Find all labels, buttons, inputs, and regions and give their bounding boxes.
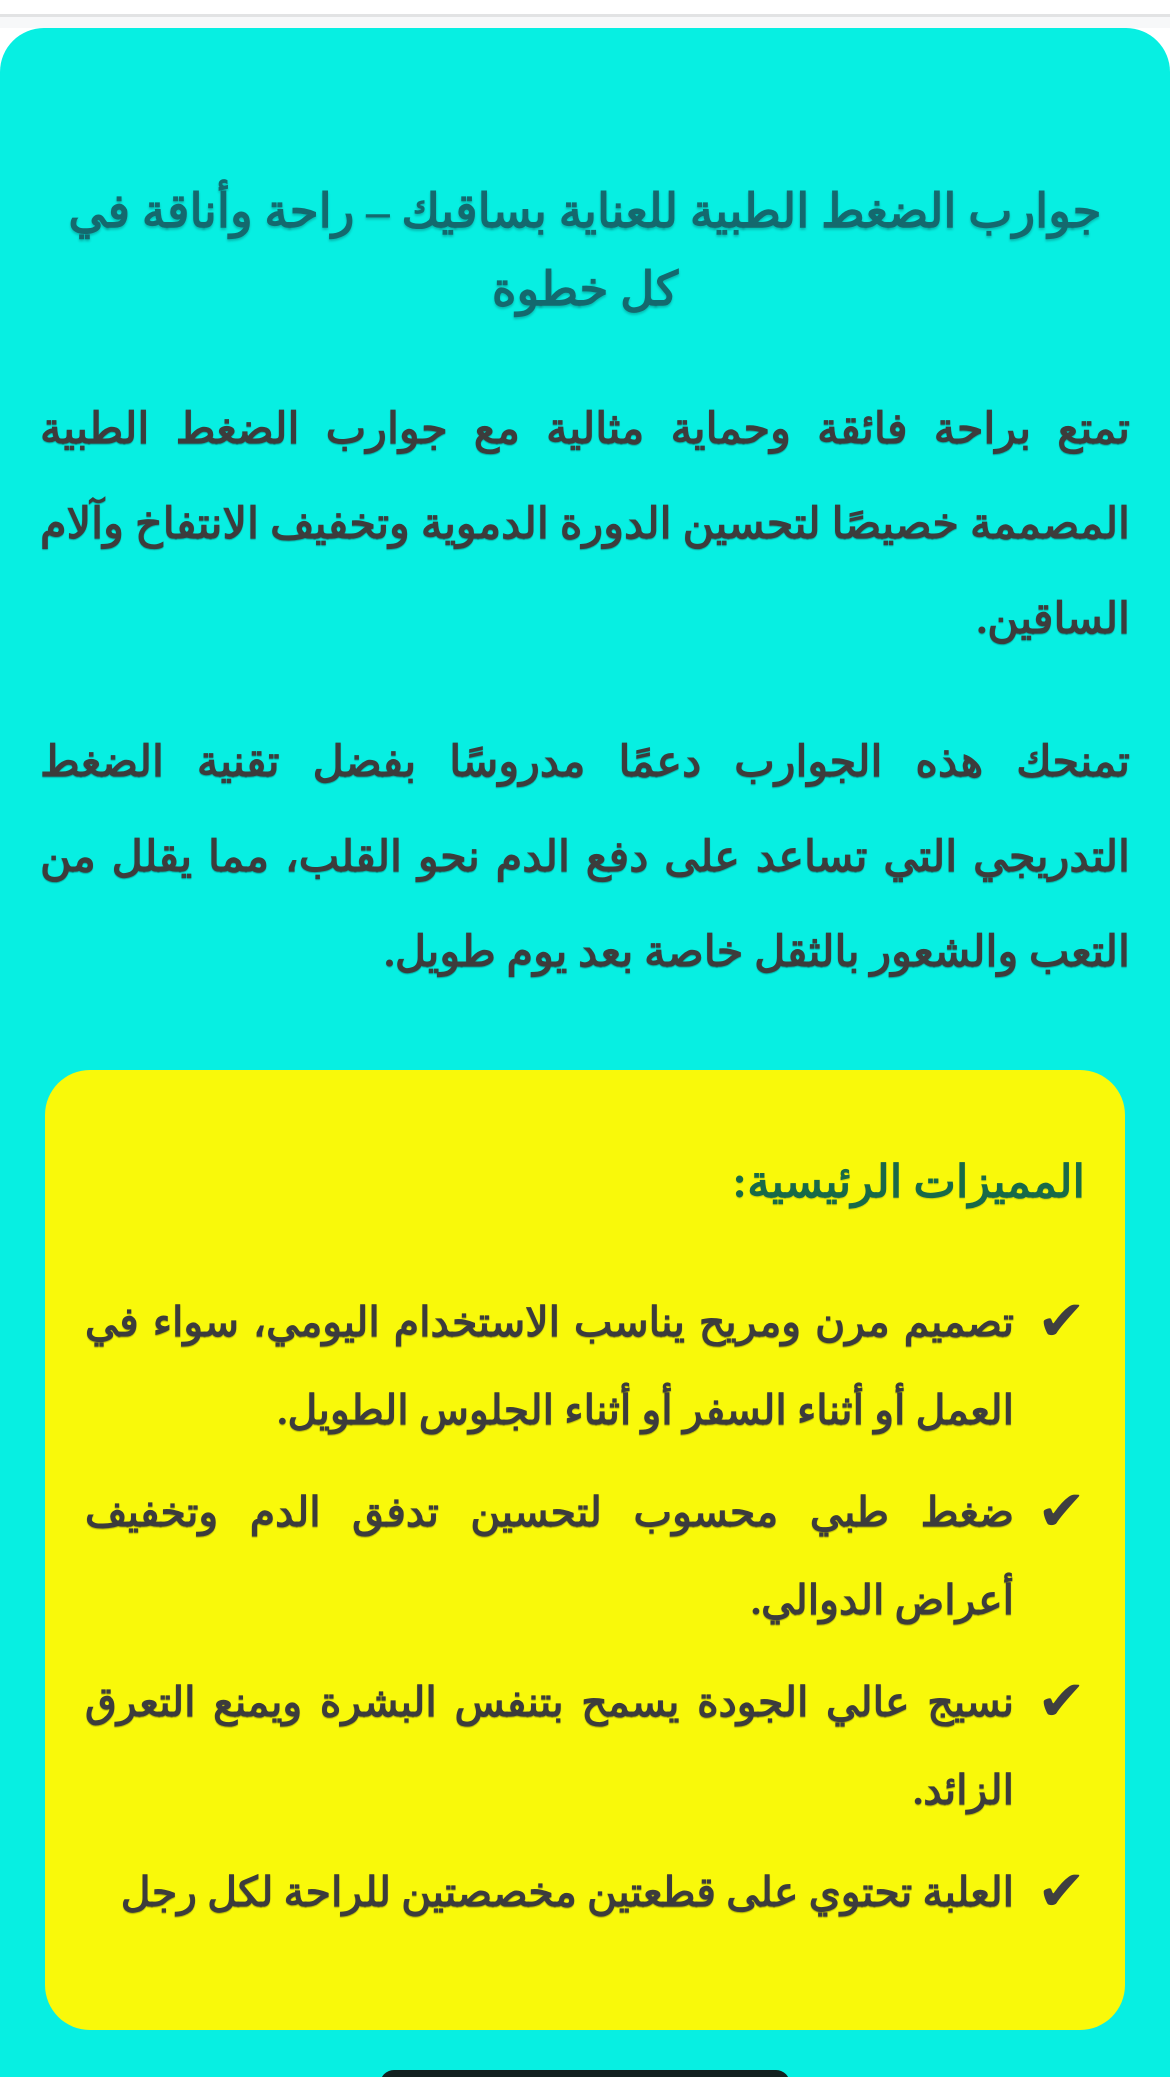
features-heading: المميزات الرئيسية: xyxy=(732,1157,1085,1207)
checkmark-icon: ✔ xyxy=(1036,1479,1087,1544)
feature-text: العلبة تحتوي على قطعتين مخصصتين للراحة لكل رجل xyxy=(120,1869,1015,1915)
feature-text: تصميم مرن ومريح يناسب الاستخدام اليومي، سواء في العمل أو أثناء السفر أو أثناء الجلوس الطويل. xyxy=(85,1299,1015,1433)
checkmark-icon: ✔ xyxy=(1036,1289,1087,1354)
feature-item xyxy=(85,1468,1085,1644)
feature-text: نسيج عالي الجودة يسمح بتنفس البشرة ويمنع التعرق الزائد. xyxy=(85,1679,1015,1813)
feature-item xyxy=(85,1848,1085,1936)
top-substrip xyxy=(0,17,1170,28)
feature-text: ضغط طبي محسوب لتحسين تدفق الدم وتخفيف أعراض الدوالي. xyxy=(85,1489,1015,1623)
feature-item xyxy=(85,1658,1085,1834)
product-description-card xyxy=(0,28,1170,2077)
checkmark-icon: ✔ xyxy=(1036,1669,1087,1734)
features-box xyxy=(45,1070,1125,2030)
checkmark-icon: ✔ xyxy=(1036,1859,1087,1924)
feature-item xyxy=(85,1278,1085,1454)
product-title: جوارب الضغط الطبية للعناية بساقيك – راحة وأناقة في كل خطوة xyxy=(68,186,1102,316)
bottom-action-button[interactable] xyxy=(380,2070,790,2077)
product-paragraph-intro: تمتع براحة فائقة وحماية مثالية مع جوارب الضغط الطبية المصممة خصيصًا لتحسين الدورة الدموية وتخفيف الانتفاخ وآلام الساقين. xyxy=(40,406,1130,643)
product-paragraph-support: تمنحك هذه الجوارب دعمًا مدروسًا بفضل تقنية الضغط التدريجي التي تساعد على دفع الدم نحو القلب، مما يقلل من التعب والشعور بالثقل خاصة بعد يوم طويل. xyxy=(40,739,1130,976)
